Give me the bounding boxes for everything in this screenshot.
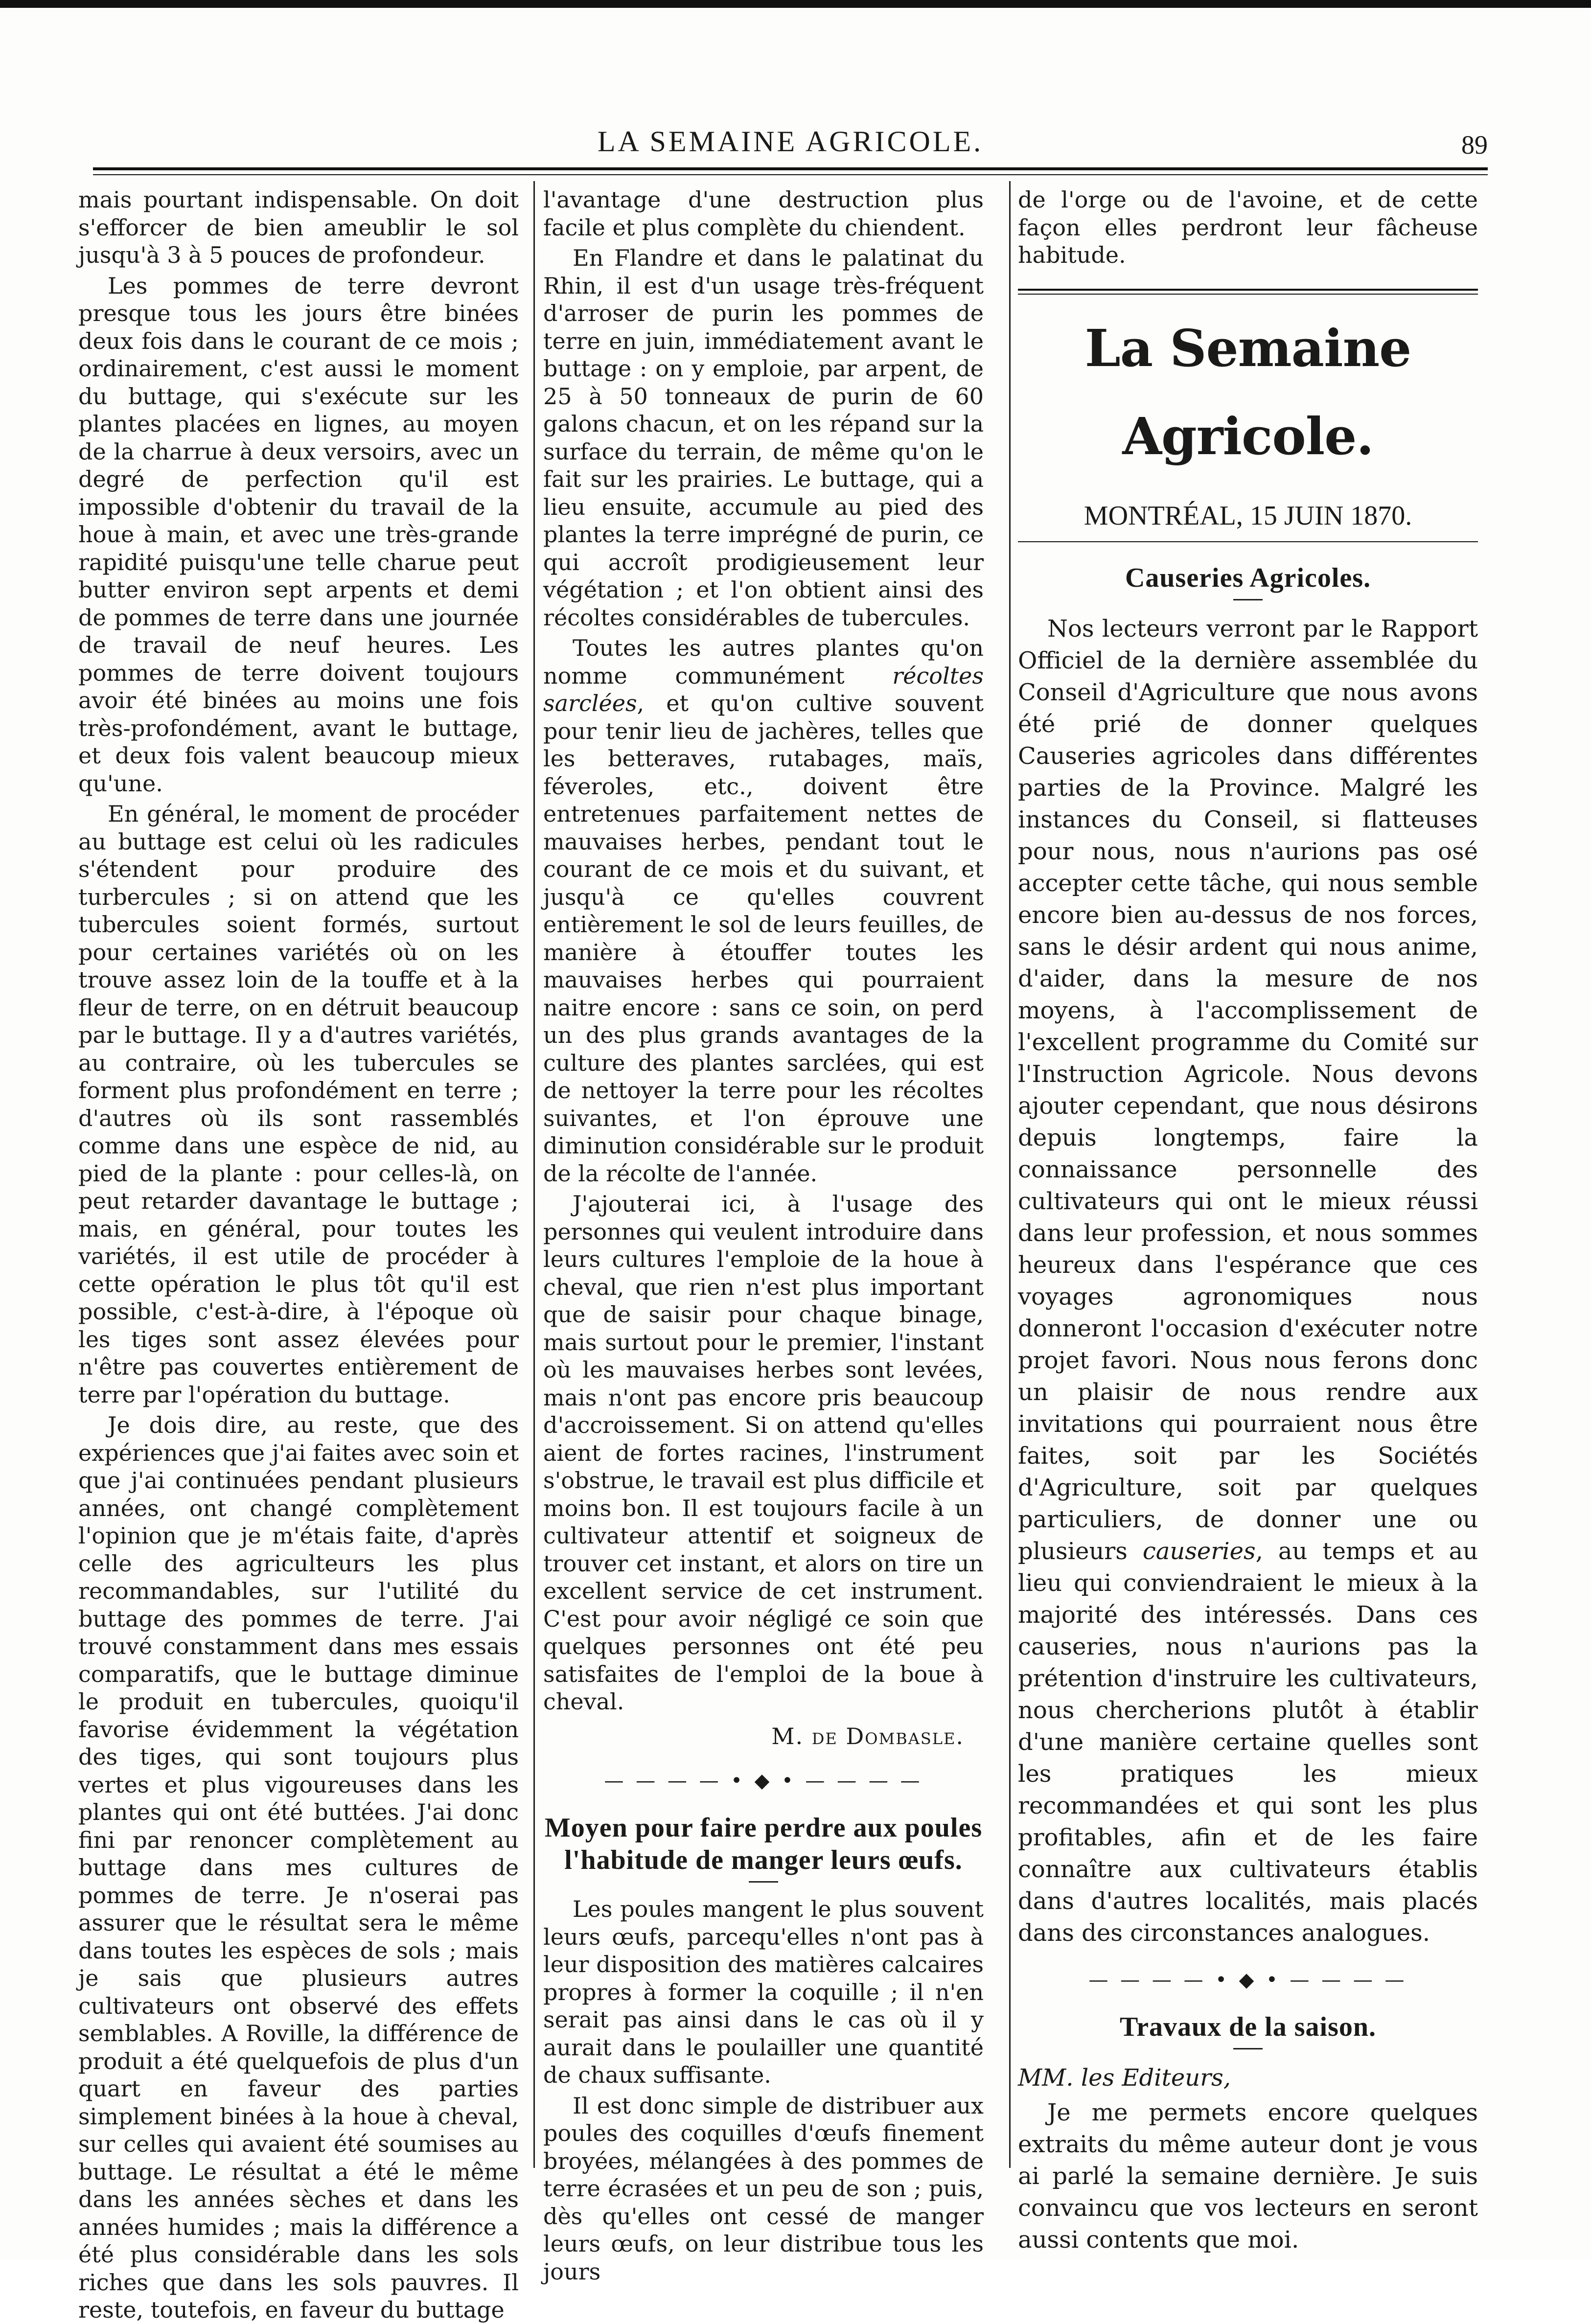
heading-dash <box>1233 599 1263 600</box>
page-number: 89 <box>1461 130 1488 160</box>
author-signature: M. de Dombasle. <box>771 1723 964 1749</box>
column-divider <box>1009 181 1011 2168</box>
italic-term: causeries <box>1142 1537 1256 1565</box>
salutation: MM. les Editeurs, <box>1018 2064 1231 2092</box>
column-1 <box>78 186 519 2323</box>
dateline-rule <box>1018 541 1478 542</box>
masthead-rule <box>1018 289 1478 291</box>
heading-dash <box>1233 2048 1263 2049</box>
section-heading-causeries: Causeries Agricoles. <box>1125 562 1371 593</box>
paragraph: mais pourtant indispensable. On doit s'efforcer de bien ameublir le sol jusqu'à 3 à 5 pouces de profondeur. <box>78 186 519 268</box>
section-ornament: — — — — • ◆ • — — — — <box>604 1770 923 1792</box>
masthead-rule-thin <box>1018 294 1478 295</box>
paragraph <box>543 634 984 1187</box>
paragraph: de l'orge ou de l'avoine, et de cette façon elles perdront leur fâcheuse habitude. <box>1018 186 1478 268</box>
header-rule <box>93 167 1488 170</box>
article-heading: Moyen pour faire perdre aux poules l'habitude de manger leurs œufs. <box>544 1813 983 1875</box>
paragraph: Je dois dire, au reste, que des expériences que j'ai faites avec soin et que j'ai continuées pendant plusieurs années, ont changé complètement l'opinion que je m'étais faite, d'après celle des agriculteurs les plus recommandables, sur l'utilité du buttage des pommes de terre. J'ai trouvé constamment dans mes essais comparatifs, que le buttage diminue le produit en tubercules, quoiqu'il favorise évidemment la végétation des tiges, qui sont toujours plus vertes et plus vigoureuses dans les plantes qui ont été buttées. J'ai donc fini par renoncer complètement au buttage dans mes cultures de pommes de terre. Je n'oserai pas assurer que le résultat sera le même dans toutes les espèces de sols ; mais je sais que plusieurs autres cultivateurs ont observé des effets semblables. A Roville, la différence de produit a été quelquefois de plus d'un quart en faveur des parties simplement binées à la houe à cheval, sur celles qui avaient été soumises au buttage. Le résultat a été le même dans les années sèches et dans les années humides ; mais la différence a été plus considérable dans les sols riches que dans les sols pauvres. Il reste, toutefois, en faveur du buttage <box>78 1412 519 2323</box>
heading-dash <box>749 1881 778 1883</box>
paragraph: En Flandre et dans le palatinat du Rhin, il est d'un usage très-fréquent d'arroser de purin les pommes de terre en juin, immédiatement avant le buttage : on y emploie, par arpent, de 25 à 50 tonneaux de purin de 60 galons chacun, et on les répand sur la surface du terrain, de même qu'on le fait sur les prairies. Le buttage, qui a lieu ensuite, accumule au pied des plantes la terre imprégné de purin, ce qui accroît prodigieusement leur végétation ; et l'on obtient ainsi des récoltes considérables de tubercules. <box>543 245 984 631</box>
running-header <box>93 125 1488 169</box>
paragraph <box>1018 613 1478 1949</box>
text-run: Nos lecteurs verront par le Rapport Officiel de la dernière assemblée du Conseil d'Agriculture que nous avons été prié de donner quelques Causeries agricoles dans différentes parties de la Province. Malgré les instances du Conseil, si flatteuses pour nous, nous n'aurions pas osé accepter cette tâche, qui nous semble encore bien au-dessus de nos forces, sans le désir ardent qui nous anime, d'aider, dans la mesure de nos moyens, à l'accomplissement de l'excellent programme du Comité sur l'Instruction Agricole. Nous devons ajouter cependant, que nous désirons depuis longtemps, faire la connaissance personnelle des cultivateurs qui ont le mieux réussi dans leur profession, et nous sommes heureux dans l'espérance que ces voyages agronomiques nous donneront l'occasion d'exécuter notre projet favori. Nous nous ferons donc un plaisir de nous rendre aux invitations qui pourraient nous être faites, soit par les Sociétés d'Agriculture, soit par quelques particuliers, de donner une ou plusieurs <box>1018 615 1478 1565</box>
column-divider <box>533 181 535 2168</box>
section-heading-travaux: Travaux de la saison. <box>1119 2011 1377 2042</box>
paragraph: l'avantage d'une destruction plus facile et plus complète du chiendent. <box>543 186 984 241</box>
paragraph: Les poules mangent le plus souvent leurs œufs, parcequ'elles n'ont pas à leur disposition des matières calcaires propres à former la coquille ; il n'en serait pas ainsi dans le cas où il y aurait dans le poulailler une quantité de chaux suffisante. <box>543 1896 984 2088</box>
running-title: LA SEMAINE AGRICOLE. <box>597 125 984 158</box>
masthead-title: La Semaine Agricole. <box>1084 318 1411 466</box>
scan-edge <box>0 0 1591 8</box>
paragraph: Il est donc simple de distribuer aux poules des coquilles d'œufs finement broyées, mélangées à des pommes de terre écrasées et un peu de son ; puis, dès qu'elles ont cessé de manger leurs œufs, on leur distribue tous les jours <box>543 2092 984 2285</box>
dateline: MONTRÉAL, 15 JUIN 1870. <box>1084 500 1412 531</box>
column-2 <box>543 186 984 2285</box>
text-run: , au temps et au lieu qui conviendraient le mieux à la majorité des intéressés. Dans ces causeries, nous n'aurions pas la prétention d'instruire les cultivateurs, nous chercherions plutôt à établir d'une manière certaine quelles sont les pratiques les mieux recommandées et qui sont les plus profitables, afin et de les faire connaître aux cultivateurs établis dans d'autres localités, mais placés dans des circonstances analogues. <box>1018 1537 1478 1947</box>
paragraph: Les pommes de terre devront presque tous les jours être binées deux fois dans le courant de ce mois ; ordinairement, c'est aussi le moment du buttage, qui s'exécute sur les plantes placées en lignes, au moyen de la charrue à deux versoirs, avec un degré de perfection qu'il est impossible d'obtenir du travail de la houe à main, et avec une très-grande rapidité puisqu'une telle charue peut butter environ sept arpents et demi de pommes de terre dans une journée de travail de neuf heures. Les pommes de terre doivent toujours avoir été binées au moins une fois très-profondément, avant le buttage, et deux fois valent beaucoup mieux qu'une. <box>78 272 519 797</box>
paragraph: En général, le moment de procéder au buttage est celui où les radicules s'étendent pour produire des turbercules ; si on attend que les tubercules soient formés, surtout pour certaines variétés où on les trouve assez loin de la touffe et à la fleur de terre, on en détruit beaucoup par le buttage. Il y a d'autres variétés, au contraire, où les tubercules se forment plus profondément en terre ; d'autres où ils sont rassemblés comme dans une espèce de nid, au pied de la plante : pour celles-là, on peut retarder davantage le buttage ; mais, en général, pour toutes les variétés, il est utile de procéder à cette opération le plus tôt qu'il est possible, c'est-à-dire, à l'époque où les tiges sont assez élevées pour n'être pas couvertes entièrement de terre par l'opération du buttage. <box>78 801 519 1408</box>
causeries-body <box>1018 613 1478 2256</box>
header-rule-thin <box>93 174 1488 175</box>
paragraph: Je me permets encore quelques extraits du même auteur dont je vous ai parlé la semaine dernière. Je suis convaincu que vos lecteurs en seront aussi contents que moi. <box>1018 2098 1478 2254</box>
text-run: , et qu'on cultive souvent pour tenir lieu de jachères, telles que les betteraves, rutabages, maïs, féveroles, etc., doivent être entretenues parfaitement nettes de mauvaises herbes, pendant tout le courant de ce mois et du suivant, et jusqu'à ce qu'elles couvrent entièrement le sol de leurs feuilles, de manière à étouffer toutes les mauvaises herbes qui pourraient naitre encore : sans ce soin, on perd un des plus grands avantages de la culture des plantes sarclées, qui est de nettoyer la terre pour les récoltes suivantes, et l'on éprouve une diminution considérable sur le produit de la récolte de l'année. <box>543 690 984 1187</box>
section-ornament: — — — — • ◆ • — — — — <box>1088 1968 1407 1991</box>
column-3 <box>1018 186 1478 2254</box>
text-run: Toutes les autres plantes qu'on nomme communément <box>543 635 984 689</box>
italic-term: récoltes sarclées <box>543 662 984 716</box>
paragraph: J'ajouterai ici, à l'usage des personnes qui veulent introduire dans leurs cultures l'emploie de la houe à cheval, que rien n'est plus important que de saisir pour chaque binage, mais surtout pour le premier, l'instant où les mauvaises herbes sont levées, mais n'ont pas encore pris beaucoup d'accroissement. Si on attend qu'elles aient de fortes racines, l'instrument s'obstrue, le travail est plus difficile et moins bon. Il est toujours facile à un cultivateur attentif et soigneux de trouver cet instant, et alors on tire un excellent service de cet instrument. C'est pour avoir négligé ce soin que quelques personnes ont été peu satisfaites de l'emploi de la boue à cheval. <box>543 1191 984 1715</box>
